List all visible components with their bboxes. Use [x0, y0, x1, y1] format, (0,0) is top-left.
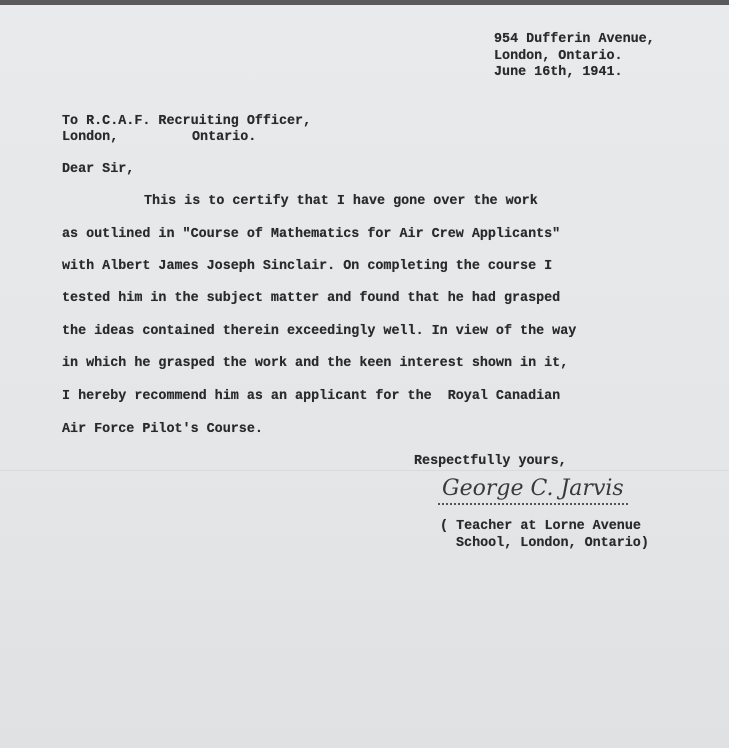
- closing: Respectfully yours,: [414, 454, 567, 469]
- body-line: This is to certify that I have gone over the work: [144, 194, 538, 209]
- paper-fold: [0, 470, 729, 471]
- recipient-city: London,: [62, 130, 119, 145]
- signer-title: ( Teacher at Lorne Avenue: [440, 519, 641, 534]
- body-line: Air Force Pilot's Course.: [62, 422, 263, 437]
- signer-title: School, London, Ontario): [456, 536, 649, 551]
- letter-date: June 16th, 1941.: [494, 65, 623, 80]
- address-line: London, Ontario.: [494, 49, 623, 64]
- salutation: Dear Sir,: [62, 162, 135, 177]
- body-line: in which he grasped the work and the keen interest shown in it,: [62, 356, 569, 371]
- body-line: tested him in the subject matter and found that he had grasped: [62, 291, 561, 306]
- body-line: I hereby recommend him as an applicant for the Royal Canadian: [62, 389, 561, 404]
- recipient-line: To R.C.A.F. Recruiting Officer,: [62, 114, 312, 129]
- signature: George C. Jarvis: [438, 476, 628, 505]
- body-line: as outlined in "Course of Mathematics for Air Crew Applicants": [62, 227, 561, 242]
- body-line: the ideas contained therein exceedingly well. In view of the way: [62, 324, 577, 339]
- address-line: 954 Dufferin Avenue,: [494, 32, 655, 47]
- body-line: with Albert James Joseph Sinclair. On completing the course I: [62, 259, 553, 274]
- scan-border: [0, 0, 729, 5]
- recipient-province: Ontario.: [192, 130, 257, 145]
